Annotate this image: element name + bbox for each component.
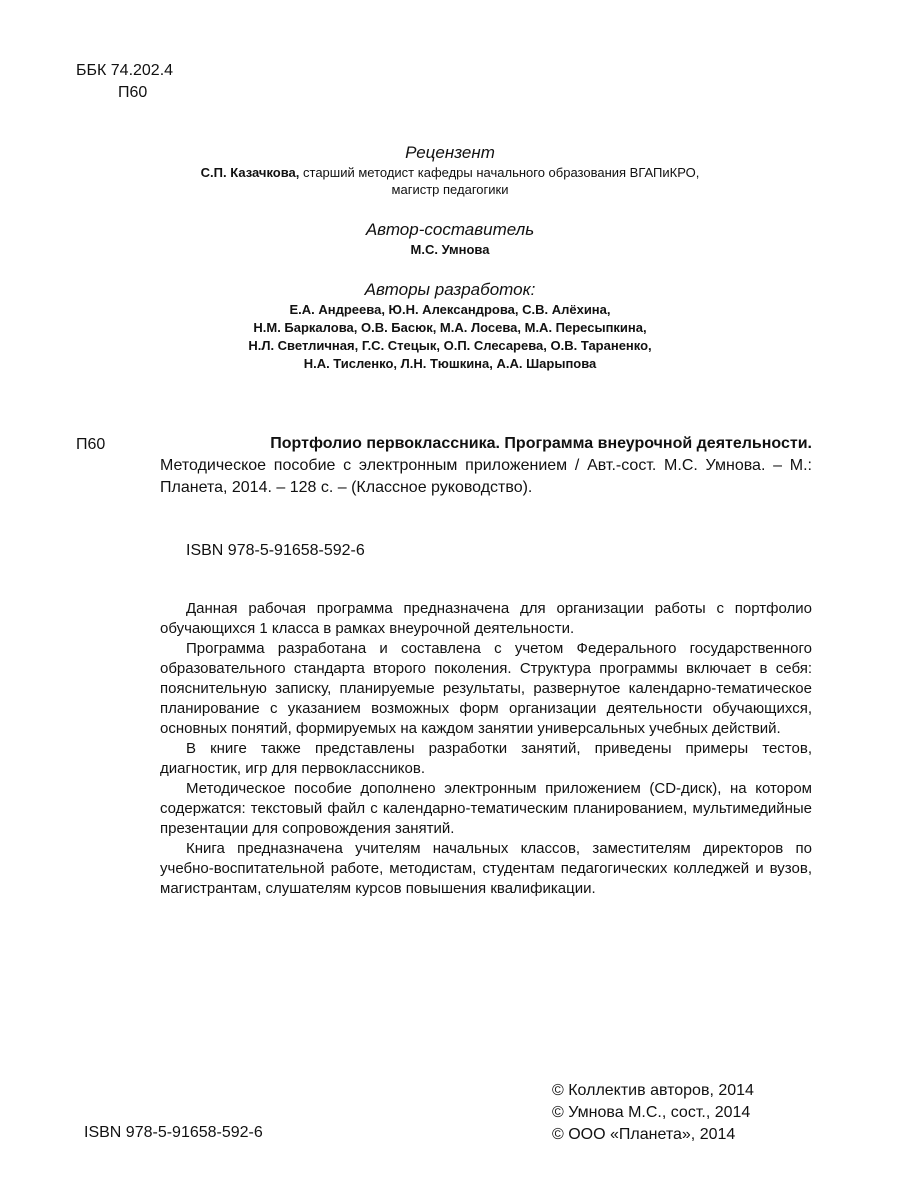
reviewer-desc: старший методист кафедры начального образования ВГАПиКРО, <box>299 165 700 180</box>
bbk-code: ББК 74.202.4 <box>76 62 174 79</box>
copyright-line: © Умнова М.С., сост., 2014 <box>552 1104 751 1121</box>
reviewer-degree: магистр педагогики <box>391 182 509 197</box>
developers-line-1: Е.А. Андреева, Ю.Н. Александрова, С.В. Алёхина, <box>289 302 611 317</box>
book-description: Методическое пособие с электронным приложением / Авт.-сост. М.С. Умнова. – М.: Планета, 2014. – 128 с. – (Классное руководство). <box>160 457 812 496</box>
annotation-paragraph: Данная рабочая программа предназначена для организации работы с портфолио обучающихся 1 класса в рамках внеурочной деятельности. <box>160 600 812 637</box>
developers-block <box>0 279 900 373</box>
reviewer-role: Рецензент <box>405 143 495 162</box>
developers-line-4: Н.А. Тисленко, Л.Н. Тюшкина, А.А. Шарыпова <box>303 356 597 371</box>
annotation-paragraph: В книге также представлены разработки занятий, приведены примеры тестов, диагностик, игр для первоклассников. <box>160 740 812 777</box>
catalog-code: П60 <box>76 436 106 453</box>
compiler-name: М.С. Умнова <box>410 242 490 257</box>
reviewer-block <box>0 142 900 198</box>
catalog-entry <box>160 433 812 499</box>
annotation <box>160 599 812 899</box>
compiler-block <box>0 219 900 258</box>
developers-line-2: Н.М. Баркалова, О.В. Басюк, М.А. Лосева, М.А. Пересыпкина, <box>253 320 647 335</box>
copyright-line: © Коллектив авторов, 2014 <box>552 1082 754 1099</box>
book-title: Портфолио первоклассника. Программа внеурочной деятельности. <box>270 435 812 452</box>
copyright-block <box>552 1080 754 1146</box>
classification-block <box>76 60 173 104</box>
developers-line-3: Н.Л. Светличная, Г.С. Стецык, О.П. Слесарева, О.В. Тараненко, <box>248 338 652 353</box>
annotation-paragraph: Программа разработана и составлена с учетом Федерального государственного образовательного стандарта второго поколения. Структура программы включает в себя: пояснительную записку, планируемые результаты, развернутое календарно-тематическое планирование с указанием возможных форм организации деятельности обучающихся, основных понятий, формируемых на каждом занятии универсальных учебных действий. <box>160 640 812 737</box>
annotation-paragraph: Книга предназначена учителям начальных классов, заместителям директоров по учебно-воспитательной работе, методистам, студентам педагогических колледжей и вузов, магистрантам, слушателям курсов повышения квалификации. <box>160 840 812 897</box>
footer-isbn: ISBN 978-5-91658-592-6 <box>84 1124 263 1141</box>
reviewer-line <box>0 164 900 181</box>
author-mark: П60 <box>118 84 148 101</box>
compiler-role: Автор-составитель <box>365 220 535 239</box>
catalog-isbn: ISBN 978-5-91658-592-6 <box>186 542 365 559</box>
copyright-line: © ООО «Планета», 2014 <box>552 1126 736 1143</box>
annotation-paragraph: Методическое пособие дополнено электронным приложением (CD-диск), на котором содержатся: текстовый файл с календарно-тематическим планированием, мультимедийные презентации для сопровождения занятий. <box>160 780 812 837</box>
developers-role: Авторы разработок: <box>364 280 536 299</box>
reviewer-name: С.П. Казачкова, <box>200 165 300 180</box>
